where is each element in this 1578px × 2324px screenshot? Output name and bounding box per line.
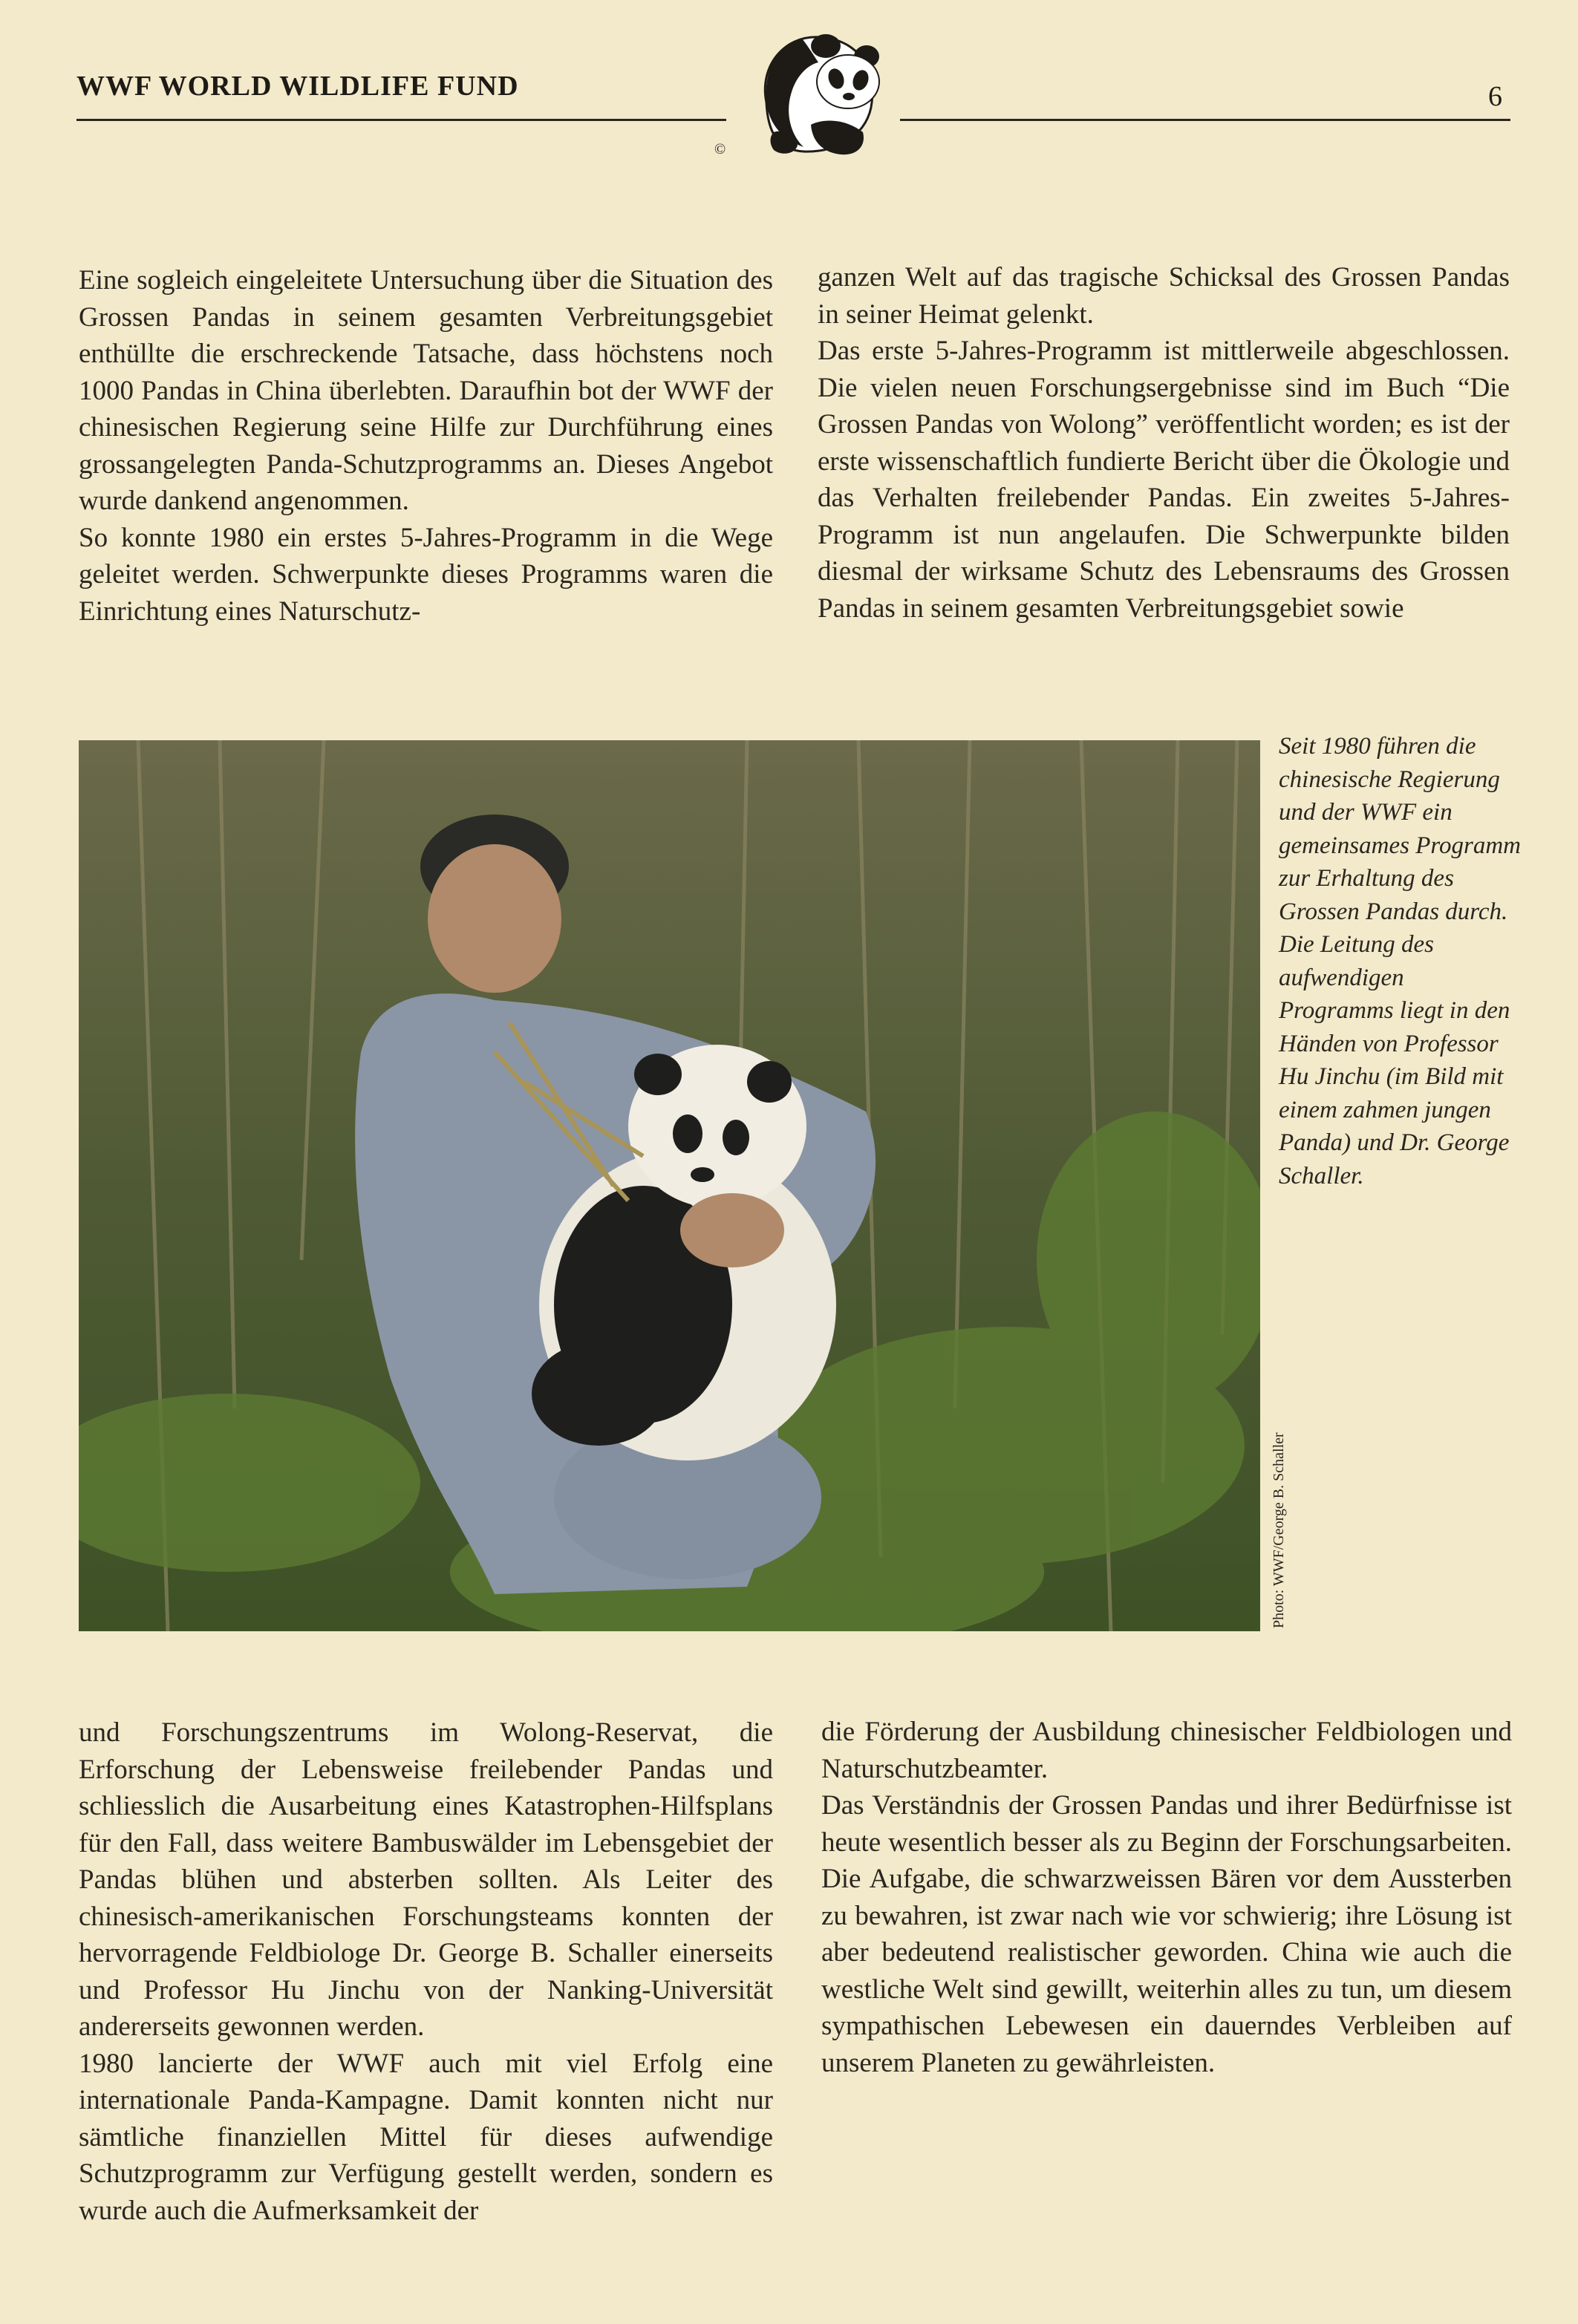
body-column-top-right (818, 259, 1510, 627)
paragraph: Das erste 5-Jahres-Programm ist mittlerweile abgeschlossen. Die vielen neuen Forschungsergebnisse sind im Buch “Die Grossen Pandas von Wolong” veröffentlicht worden; es ist der erste wissenschaftlich fundierte Bericht über die Ökologie und das Verhalten freilebender Pandas. Ein zweites 5-Jahres-Programm ist nun angelaufen. Die Schwerpunkte bilden diesmal der wirksame Schutz des Lebensraums des Grossen Pandas in seinem gesamten Verbreitungsgebiet sowie (818, 336, 1510, 624)
panda-photo (79, 740, 1260, 1631)
paragraph: die Förderung der Ausbildung chinesischer Feldbiologen und Naturschutzbeamter. (821, 1717, 1512, 1784)
photo-credit: Photo: WWF/George B. Schaller (1271, 1432, 1287, 1628)
page-number: 6 (1488, 81, 1502, 112)
header-rule-left (76, 119, 726, 121)
body-column-top-left (79, 262, 773, 630)
copyright-mark: © (714, 141, 726, 157)
paragraph: Eine sogleich eingeleitete Untersuchung über die Situation des Grossen Pandas in seinem gesamten Verbreitungsgebiet enthüllte die erschreckende Tatsache, dass höchstens noch 1000 Pandas in China überlebten. Daraufhin bot der WWF der chinesischen Regierung seine Hilfe zur Durchführung eines grossangelegten Panda-Schutzprogramms an. Dieses Angebot wurde dankend angenommen. (79, 265, 773, 516)
paragraph: Das Verständnis der Grossen Pandas und ihrer Bedürfnisse ist heute wesentlich besser als zu Beginn der Forschungsarbeiten. Die Aufgabe, die schwarzweissen Bären vor dem Aussterben zu bewahren, ist zwar nach wie vor schwierig; ihre Lösung ist aber bedeutend realistischer geworden. China wie auch die westliche Welt sind gewillt, weiterhin alles zu tun, um diesem sympathischen Lebewesen ein dauerndes Verbleiben auf unserem Planeten zu gewährleisten. (821, 1790, 1512, 2078)
body-column-bottom-left (79, 1714, 773, 2229)
header-title: WWF WORLD WILDLIFE FUND (76, 71, 519, 102)
paragraph: und Forschungszentrums im Wolong-Reservat, die Erforschung der Lebensweise freilebender Pandas und schliesslich die Ausarbeitung eines Katastrophen-Hilfsplans für den Fall, dass weitere Bambuswälder im Lebensgebiet der Pandas blühen und absterben sollten. Als Leiter des chinesisch-amerikanischen Forschungsteams konnten der hervorragende Feldbiologe Dr. George B. Schaller einerseits und Professor Hu Jinchu von der Nanking-Universität andererseits gewonnen werden. (79, 1717, 773, 2042)
paragraph: 1980 lancierte der WWF auch mit viel Erfolg eine internationale Panda-Kampagne. Damit konnten nicht nur sämtliche finanziellen Mittel für dieses aufwendige Schutzprogramm zur Verfügung gestellt werden, sondern es wurde auch die Aufmerksamkeit der (79, 2048, 773, 2226)
photo-caption: Seit 1980 führen die chinesische Regierung und der WWF ein gemeinsames Programm zur Erhaltung des Grossen Pandas durch. Die Leitung des aufwendigen Programms liegt in den Händen von Professor Hu Jinchu (im Bild mit einem zahmen jungen Panda) und Dr. George Schaller. (1279, 733, 1521, 1189)
body-column-bottom-right (821, 1714, 1512, 2081)
panda-logo-icon (714, 21, 900, 162)
header-rule-right (900, 119, 1510, 121)
paragraph: So konnte 1980 ein erstes 5-Jahres-Programm in die Wege geleitet werden. Schwerpunkte dieses Programms waren die Einrichtung eines Naturschutz- (79, 522, 773, 627)
paragraph: ganzen Welt auf das tragische Schicksal des Grossen Pandas in seiner Heimat gelenkt. (818, 262, 1510, 330)
